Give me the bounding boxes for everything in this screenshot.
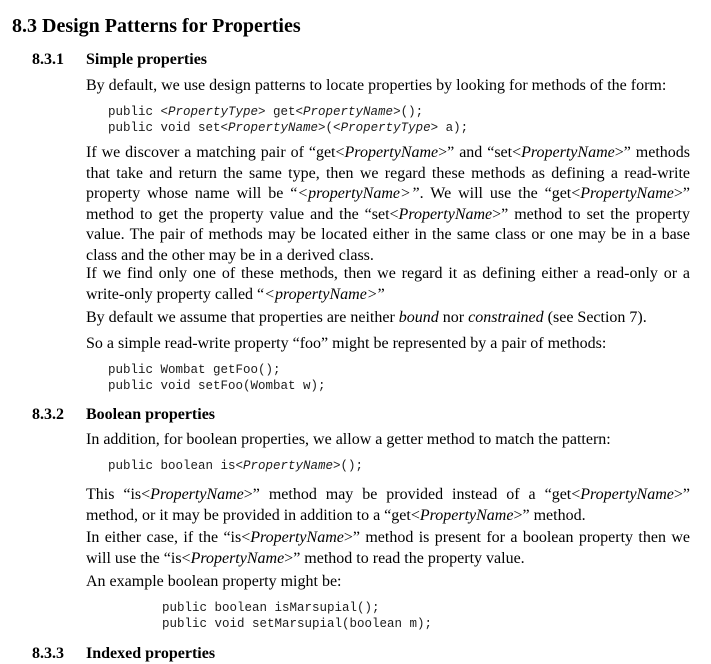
paragraph-intro: By default, we use design patterns to locate properties by looking for methods of the form:: [86, 77, 667, 94]
subsection-heading-simple: [32, 50, 207, 70]
subsection-title: Indexed properties: [86, 645, 216, 662]
code-block-foo: public Wombat getFoo(); public void setFoo(Wombat w);: [108, 363, 326, 393]
code-block-accessors: public <PropertyType> get<PropertyName>(); public void set<PropertyName>(<PropertyType> a);: [108, 105, 469, 135]
paragraph-boolean-intro: In addition, for boolean properties, we allow a getter method to match the pattern:: [86, 431, 611, 448]
paragraph-bound-constrained: By default we assume that properties are neither bound nor constrained (see Section 7).: [86, 309, 647, 326]
paragraph-example-boolean: An example boolean property might be:: [86, 573, 342, 590]
paragraph-foo-example: So a simple read-write property “foo” might be represented by a pair of methods:: [86, 335, 607, 352]
paragraph-one-method: If we find only one of these methods, then we regard it as defining either a read-only or a write-only property called “<propertyName>”: [86, 265, 690, 303]
paragraph-is-method: This “is<PropertyName>” method may be provided instead of a “get<PropertyName>” method, or it may be provided in addition to a “get<PropertyName>” method.: [86, 486, 690, 524]
subsection-number: 8.3.3: [32, 645, 64, 662]
subsection-number: 8.3.1: [32, 51, 64, 68]
code-block-marsupial: public boolean isMarsupial(); public void setMarsupial(boolean m);: [162, 601, 433, 631]
subsection-number: 8.3.2: [32, 406, 64, 423]
subsection-heading-boolean: [32, 405, 215, 425]
paragraph-either-case: In either case, if the “is<PropertyName>” method is present for a boolean property then we will use the “is<PropertyName>” method to read the property value.: [86, 529, 690, 567]
subsection-title: Boolean properties: [86, 406, 216, 423]
subsection-heading-indexed: [32, 644, 215, 664]
section-heading: 8.3 Design Patterns for Properties: [12, 15, 301, 37]
subsection-title: Simple properties: [86, 51, 208, 68]
code-block-is-pattern: public boolean is<PropertyName>();: [108, 459, 364, 473]
paragraph-matching-pair: If we discover a matching pair of “get<PropertyName>” and “set<PropertyName>” methods that take and return the same type, then we regard these methods as defining a read-write property whose name will be “<propertyName>”. We will use the “get<PropertyName>” method to get the property value and the “set<PropertyName>” method to set the property value. The pair of methods may be located either in the same class or one may be in a base class and the other may be in a derived class.: [86, 144, 691, 264]
